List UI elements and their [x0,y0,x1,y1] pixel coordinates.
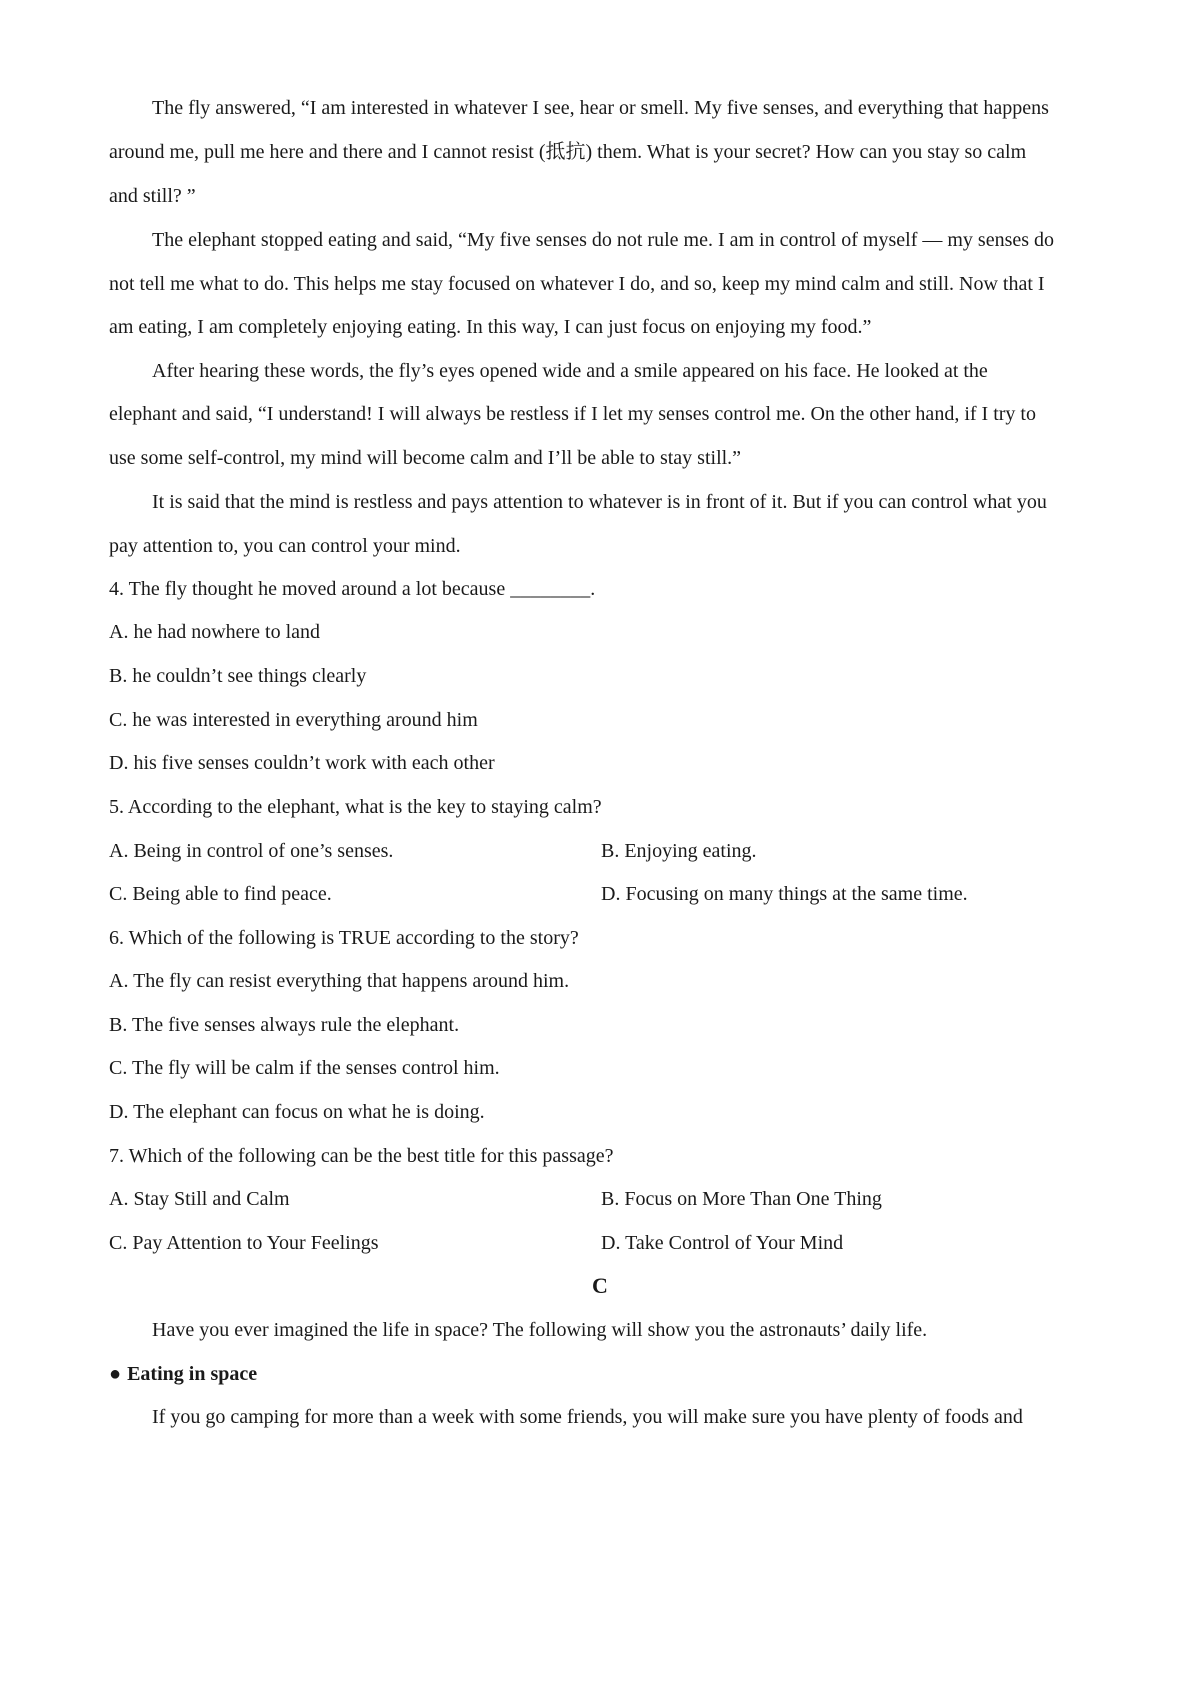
question-option: B. Focus on More Than One Thing [601,1188,882,1210]
question-option: A. Being in control of one’s senses. [109,840,394,862]
paragraph-line: It is said that the mind is restless and pays attention to whatever is in front of it. But if you can control what you [152,491,1047,513]
question-option: A. he had nowhere to land [109,621,321,643]
question-option: C. he was interested in everything around him [109,709,478,731]
question-option: C. The fly will be calm if the senses control him. [109,1057,500,1079]
paragraph-line: elephant and said, “I understand! I will always be restless if I let my senses control me. On the other hand, if I try to [109,403,1036,425]
question-stem: 4. The fly thought he moved around a lot because ________. [109,578,596,600]
paragraph-line: not tell me what to do. This helps me stay focused on whatever I do, and so, keep my mind calm and still. Now that I [109,273,1045,295]
question-option: D. Take Control of Your Mind [601,1232,844,1254]
question-option: C. Pay Attention to Your Feelings [109,1232,379,1254]
question-option: C. Being able to find peace. [109,883,332,905]
question-option: B. The five senses always rule the elephant. [109,1014,460,1036]
paragraph-line: After hearing these words, the fly’s eyes opened wide and a smile appeared on his face. He looked at the [152,360,988,382]
question-option: B. he couldn’t see things clearly [109,665,367,687]
subsection-heading [109,1360,1099,1388]
question-option: D. Focusing on many things at the same time. [601,883,968,905]
question-stem: 7. Which of the following can be the best title for this passage? [109,1145,614,1167]
bullet-icon: ● [109,1363,122,1385]
question-option: A. Stay Still and Calm [109,1188,290,1210]
paragraph-line: pay attention to, you can control your mind. [109,535,461,557]
paragraph-line: If you go camping for more than a week with some friends, you will make sure you have plenty of foods and [152,1406,1023,1428]
paragraph-line: Have you ever imagined the life in space? The following will show you the astronauts’ daily life. [152,1319,928,1341]
question-option: D. his five senses couldn’t work with each other [109,752,495,774]
paragraph-line: am eating, I am completely enjoying eating. In this way, I can just focus on enjoying my food.” [109,316,872,338]
question-option: B. Enjoying eating. [601,840,757,862]
paragraph-line: around me, pull me here and there and I cannot resist (抵抗) them. What is your secret? How can you stay so calm [109,141,1027,163]
question-stem: 5. According to the elephant, what is the key to staying calm? [109,796,602,818]
paragraph-line: and still? ” [109,185,196,207]
paragraph-line: The fly answered, “I am interested in whatever I see, hear or smell. My five senses, and everything that happens [152,97,1049,119]
paragraph-line: use some self-control, my mind will become calm and I’ll be able to stay still.” [109,447,742,469]
section-heading: C [592,1273,608,1298]
question-option: D. The elephant can focus on what he is doing. [109,1101,485,1123]
subsection-heading-text: Eating in space [127,1363,258,1385]
question-stem: 6. Which of the following is TRUE according to the story? [109,927,579,949]
question-option: A. The fly can resist everything that happens around him. [109,970,570,992]
paragraph-line: The elephant stopped eating and said, “My five senses do not rule me. I am in control of myself — my senses do [152,229,1055,251]
